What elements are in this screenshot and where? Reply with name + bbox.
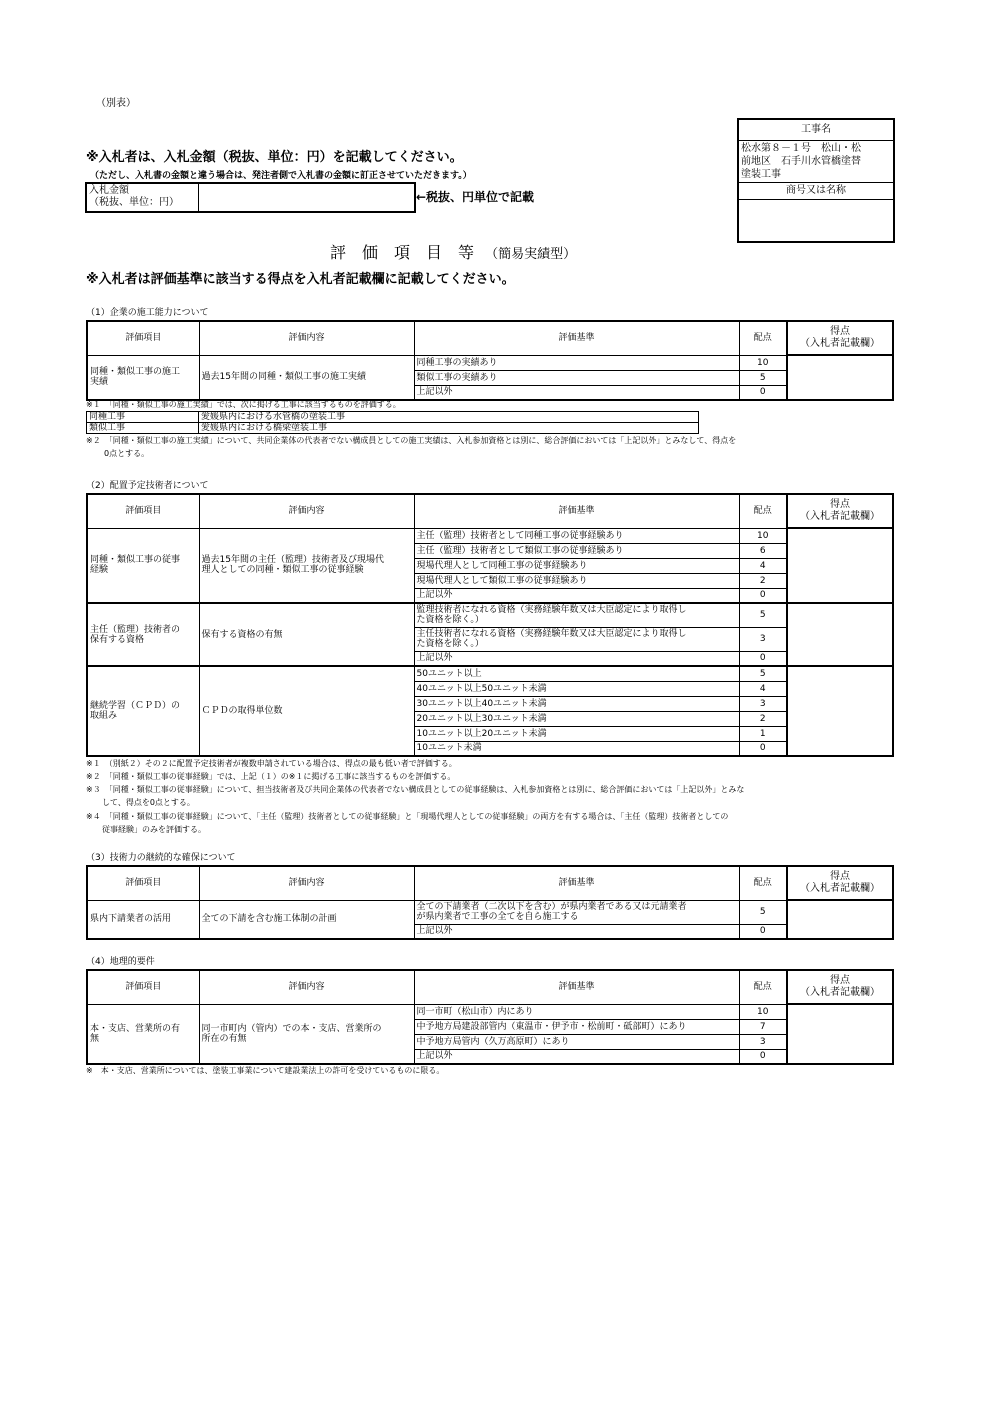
s4-note: ※ 本・支店、営業所については、塗装工事業について建設業法上の許可を受けているものに限る。 [86,1066,445,1075]
bid-label-line2: （税抜、単位：円） [89,197,179,208]
s3-item: 県内下請業者の活用 [87,900,199,939]
s2g1-points-0: 10 [739,528,787,543]
s2g1-points-1: 6 [739,543,787,558]
col-score-line1: 得点 [830,499,850,510]
s2g1-content-line2: 理人としての同種・類似工事の従事経験 [201,565,364,576]
section4-table [86,969,894,1065]
s2g3-points-3: 2 [739,711,787,726]
company-label: 商号又は名称 [739,182,893,200]
s4-item [87,1004,199,1064]
s3-points-0: 5 [739,900,787,924]
s1-score-input[interactable] [787,355,893,400]
s1-content: 過去15年間の同種・類似工事の施工実績 [199,355,414,400]
s2-note-2: ※２ 「同種・類似工事の従事経験」では、上記（１）の※１に掲げる工事に該当するものを評価する。 [86,772,456,781]
page-title-type: （簡易実績型） [485,247,577,262]
s1-def-label-1: 類似工事 [87,423,199,434]
section3-table [86,865,894,940]
s2g2-criteria-0-line2: た資格を除く。） [416,615,484,626]
s4-criteria-2: 中予地方局管内（久万高原町）にあり [414,1034,739,1049]
s2g3-points-1: 4 [739,681,787,696]
s2g3-criteria-4: 10ユニット以上20ユニット未満 [414,726,739,741]
s4-score-input[interactable] [787,1004,893,1064]
col-criteria: 評価基準 [414,321,739,355]
s1-criteria-0: 同種工事の実績あり [414,355,739,370]
s2g3-criteria-3: 20ユニット以上30ユニット未満 [414,711,739,726]
bid-amount-box [85,182,416,213]
s2g1-criteria-1: 主任（監理）技術者として類似工事の従事経験あり [414,543,739,558]
s3-points-1: 0 [739,924,787,939]
col-score [787,866,893,900]
col-score [787,970,893,1004]
col-item: 評価項目 [87,494,199,528]
s4-content-line1: 同一市町内（管内）での本・支店、営業所の [201,1023,382,1034]
s2g3-points-4: 1 [739,726,787,741]
s2g1-content [199,528,414,603]
project-title-label: 工事名 [739,120,893,141]
project-title-line2: 前地区 石手川水管橋塗替 [741,156,861,167]
s2g2-item-line1: 主任（監理）技術者の [90,624,181,635]
project-title-value [741,142,861,181]
s2g1-points-2: 4 [739,558,787,573]
s1-item-line1: 同種・類似工事の施工 [90,367,181,378]
s2g2-criteria-1 [414,627,739,651]
s2g1-criteria-0: 主任（監理）技術者として同種工事の従事経験あり [414,528,739,543]
section3-title: （3）技術力の継続的な確保について [86,853,236,863]
s2g2-content: 保有する資格の有無 [199,603,414,666]
s1-points-0: 10 [739,355,787,370]
s3-criteria-0-line1: 全ての下請業者（二次以下を含む）が県内業者である又は元請業者 [416,902,687,912]
s2g2-score-input[interactable] [787,603,893,666]
col-points: 配点 [739,494,787,528]
s4-content-line2: 所在の有無 [201,1033,247,1044]
project-box [737,118,895,243]
s1-def-label-0: 同種工事 [87,412,199,423]
bid-label-line1: 入札金額 [89,185,129,196]
betsuhyo-label: （別表） [96,98,136,109]
s4-points-1: 7 [739,1019,787,1034]
s1-definitions-table [86,411,699,434]
s4-criteria-0: 同一市町（松山市）内にあり [414,1004,739,1019]
section4-title: （4）地理的要件 [86,957,155,967]
s2-notes [86,759,744,838]
bid-amount-field[interactable] [199,184,414,211]
s2-note-4b: 従事経験」のみを評価する。 [86,825,206,834]
col-item: 評価項目 [87,970,199,1004]
s2g2-criteria-1-line1: 主任技術者になれる資格（実務経験年数又は大臣認定により取得し [416,629,687,639]
s3-criteria-0-line2: が県内業者で工事の全てを自ら施工する [416,912,579,922]
s2g2-points-2: 0 [739,651,787,666]
s4-item-line1: 本・支店、営業所の有 [90,1023,181,1034]
s2g2-criteria-1-line2: た資格を除く。） [416,639,484,649]
s2g3-item-line1: 継続学習（ＣＰＤ）の [90,701,181,711]
section2-table [86,493,894,757]
s1-points-2: 0 [739,385,787,400]
s2g2-points-1: 3 [739,627,787,651]
page-title [330,240,576,263]
s2g1-criteria-2: 現場代理人として同種工事の従事経験あり [414,558,739,573]
s2-note-3b: して、得点を0点とする。 [86,798,195,807]
col-content: 評価内容 [199,494,414,528]
s4-criteria-1: 中予地方局建設部管内（東温市・伊予市・松前町・砥部町）にあり [414,1019,739,1034]
project-title-line1: 松水第８－１号 松山・松 [741,143,861,154]
s4-item-line2: 無 [90,1033,100,1044]
s2g1-criteria-3: 現場代理人として類似工事の従事経験あり [414,573,739,588]
s4-points-0: 10 [739,1004,787,1019]
bid-sub-instruction: （ただし、入札書の金額と違う場合は、発注者側で入札書の金額に訂正させていただきます。） [90,171,472,181]
s2g2-criteria-0-line1: 監理技術者になれる資格（実務経験年数又は大臣認定により取得し [416,605,687,616]
s4-points-3: 0 [739,1049,787,1064]
s2g2-criteria-0 [414,603,739,627]
s1-item [87,355,199,400]
project-title-line3: 塗装工事 [741,169,781,180]
col-content: 評価内容 [199,321,414,355]
col-points: 配点 [739,866,787,900]
s2-note-3: ※３ 「同種・類似工事の従事経験」について、担当技術者及び共同企業体の代表者でない構成員としての従事経験は、入札参加資格とは別に、総合評価においては「上記以外」とみな [86,785,745,794]
s2-note-1: ※１ （別紙２）その２に配置予定技術者が複数申請されている場合は、得点の最も低い者で評価する。 [86,759,457,768]
col-points: 配点 [739,970,787,1004]
col-score-line1: 得点 [830,871,850,882]
col-score-line1: 得点 [830,975,850,986]
company-field[interactable] [739,200,893,241]
s1-points-1: 5 [739,370,787,385]
col-score-line2: （入札者記載欄） [800,987,880,998]
score-instruction: ※入札者は評価基準に該当する得点を入札者記載欄に記載してください。 [86,272,515,287]
s2g1-item-line1: 同種・類似工事の従事 [90,555,181,566]
s2g3-points-5: 0 [739,741,787,756]
bid-instruction: ※入札者は、入札金額（税抜、単位：円）を記載してください。 [86,150,463,165]
s2g1-points-4: 0 [739,588,787,603]
s3-criteria-1: 上記以外 [414,924,739,939]
col-content: 評価内容 [199,970,414,1004]
s1-criteria-1: 類似工事の実績あり [414,370,739,385]
s1-note2-line1: ※２ 「同種・類似工事の施工実績」について、共同企業体の代表者でない構成員としての施工実績は、入札参加資格とは別に、総合評価においては「上記以外」とみなして、得点を [86,436,737,445]
col-score-line2: （入札者記載欄） [800,511,880,522]
s2g3-content: ＣＰＤの取得単位数 [199,666,414,756]
section2-title: （2）配置予定技術者について [86,481,209,491]
s4-criteria-3: 上記以外 [414,1049,739,1064]
s2g2-item [87,603,199,666]
s3-criteria-0 [414,900,739,924]
s4-points-2: 3 [739,1034,787,1049]
s2g3-criteria-1: 40ユニット以上50ユニット未満 [414,681,739,696]
s2g1-item-line2: 経験 [90,565,109,576]
s2g1-score-input[interactable] [787,528,893,603]
section1-table [86,320,894,401]
col-score-line2: （入札者記載欄） [800,338,880,349]
s1-def-value-1: 愛媛県内における橋梁塗装工事 [199,423,699,434]
s2g2-criteria-2: 上記以外 [414,651,739,666]
s2g3-criteria-5: 10ユニット未満 [414,741,739,756]
col-criteria: 評価基準 [414,494,739,528]
s2g3-points-0: 5 [739,666,787,681]
col-points: 配点 [739,321,787,355]
s2g3-criteria-0: 50ユニット以上 [414,666,739,681]
s4-content [199,1004,414,1064]
s2g1-points-3: 2 [739,573,787,588]
s1-def-value-0: 愛媛県内における水管橋の塗装工事 [199,412,699,423]
col-item: 評価項目 [87,321,199,355]
s1-note1: ※１ 「同種・類似工事の施工実績」では、次に掲げる工事に該当するものを評価する。 [86,400,401,409]
col-score [787,494,893,528]
s1-note2-line2: 0点とする。 [104,449,150,458]
s3-content: 全ての下請を含む施工体制の計画 [199,900,414,939]
s2g2-points-0: 5 [739,603,787,627]
s2g1-content-line1: 過去15年間の主任（監理）技術者及び現場代 [201,555,384,566]
s1-criteria-2: 上記以外 [414,385,739,400]
col-criteria: 評価基準 [414,970,739,1004]
s2g1-item [87,528,199,603]
s2g3-item [87,666,199,756]
s2g3-score-input[interactable] [787,666,893,756]
col-item: 評価項目 [87,866,199,900]
col-score-line1: 得点 [830,326,850,337]
s2g2-item-line2: 保有する資格 [90,634,145,645]
col-criteria: 評価基準 [414,866,739,900]
s3-score-input[interactable] [787,900,893,939]
page-title-text: 評 価 項 目 等 [330,243,475,262]
s2g1-criteria-4: 上記以外 [414,588,739,603]
s2g3-item-line2: 取組み [90,711,118,721]
bid-hint: ←税抜、円単位で記載 [416,190,535,204]
col-score-line2: （入札者記載欄） [800,883,880,894]
col-score [787,321,893,355]
col-content: 評価内容 [199,866,414,900]
section1-title: （1）企業の施工能力について [86,308,209,318]
bid-label-cell [87,184,199,211]
s2g3-criteria-2: 30ユニット以上40ユニット未満 [414,696,739,711]
s2g3-points-2: 3 [739,696,787,711]
s2-note-4: ※４ 「同種・類似工事の従事経験」について、「主任（監理）技術者としての従事経験」と「現場代理人としての従事経験」の両方を有する場合は、「主任（監理）技術者としての [86,812,729,821]
s1-item-line2: 実績 [90,377,109,388]
